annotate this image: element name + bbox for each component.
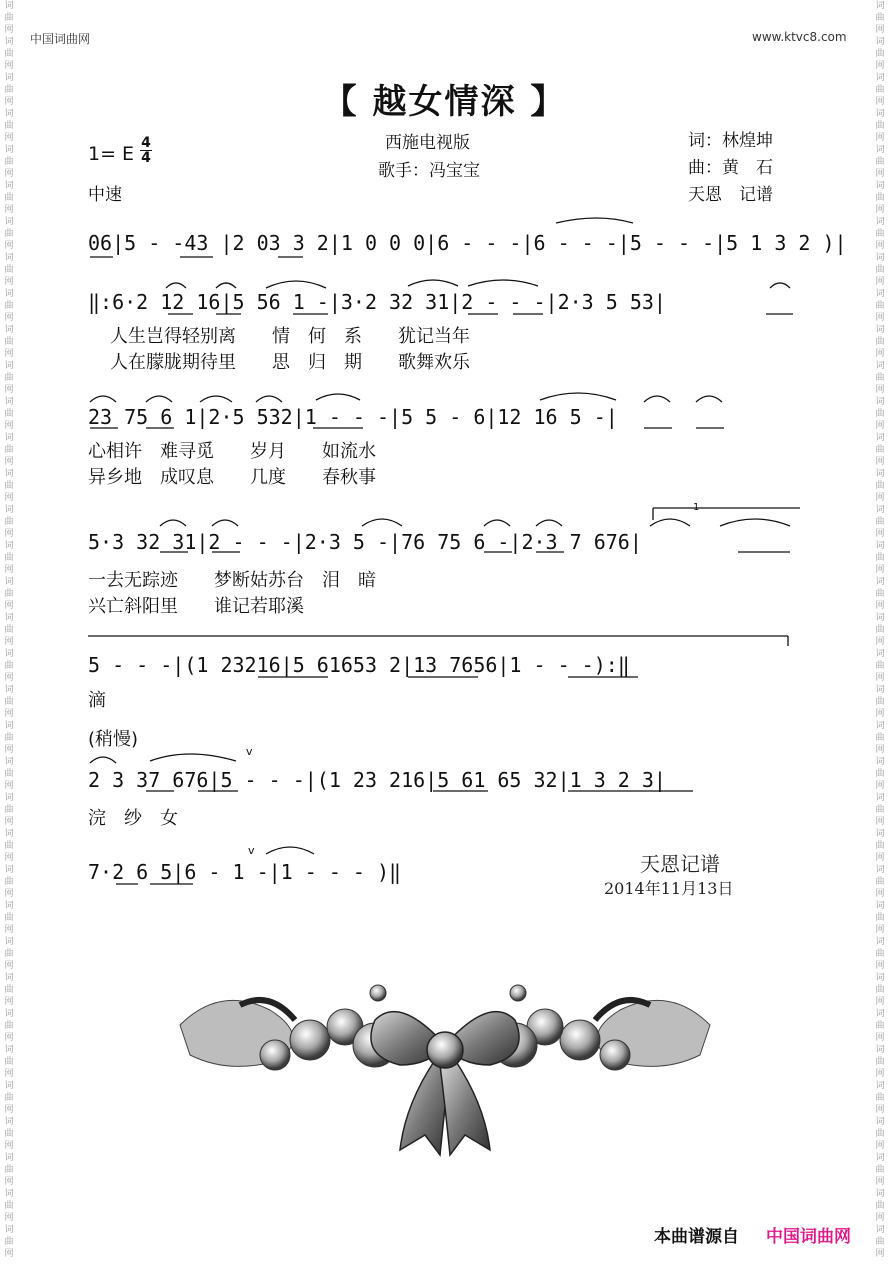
watermark-glyph: 曲: [875, 661, 885, 671]
watermark-glyph: 词: [875, 1045, 885, 1055]
watermark-glyph: 网: [4, 1141, 14, 1151]
song-version: 西施电视版: [385, 133, 470, 153]
watermark-glyph: 词: [4, 1, 14, 11]
watermark-glyph: 曲: [875, 373, 885, 383]
lyric-line-3-verse-2: 异乡地 成叹息 几度 春秋事: [88, 467, 376, 488]
watermark-glyph: 网: [875, 1033, 885, 1043]
watermark-glyph: 曲: [875, 193, 885, 203]
watermark-glyph: 曲: [4, 229, 14, 239]
watermark-glyph: 词: [4, 757, 14, 767]
watermark-glyph: 词: [875, 721, 885, 731]
watermark-glyph: 曲: [875, 265, 885, 275]
bow-ornament-image: [160, 965, 730, 1160]
watermark-glyph: 网: [875, 745, 885, 755]
watermark-glyph: 词: [4, 73, 14, 83]
line-intro-marks: [88, 215, 808, 265]
watermark-glyph: 网: [875, 1249, 885, 1259]
transcriber: 天恩 记谱: [688, 185, 773, 205]
watermark-glyph: 曲: [4, 1093, 14, 1103]
watermark-glyph: 网: [4, 25, 14, 35]
watermark-glyph: 词: [875, 685, 885, 695]
watermark-glyph: 网: [875, 421, 885, 431]
watermark-glyph: 网: [875, 97, 885, 107]
watermark-glyph: 曲: [4, 553, 14, 563]
watermark-glyph: 词: [875, 613, 885, 623]
watermark-glyph: 网: [4, 1249, 14, 1259]
watermark-glyph: 网: [4, 997, 14, 1007]
watermark-glyph: 网: [875, 637, 885, 647]
watermark-glyph: 词: [875, 793, 885, 803]
watermark-glyph: 网: [4, 637, 14, 647]
watermark-glyph: 词: [4, 253, 14, 263]
watermark-glyph: 曲: [4, 373, 14, 383]
watermark-glyph: 词: [4, 37, 14, 47]
watermark-glyph: 词: [875, 325, 885, 335]
watermark-glyph: 词: [4, 1117, 14, 1127]
lyric-line-2-verse-2: 人在朦胧期待里 思 归 期 歌舞欢乐: [110, 352, 470, 373]
watermark-glyph: 曲: [4, 625, 14, 635]
watermark-glyph: 网: [875, 313, 885, 323]
watermark-glyph: 词: [875, 469, 885, 479]
watermark-glyph: 曲: [875, 481, 885, 491]
line-2-marks: [88, 272, 808, 322]
watermark-glyph: 网: [875, 781, 885, 791]
watermark-glyph: 曲: [875, 949, 885, 959]
score-line-7: 7·2 6 5|6 - 1 -|1 - - - )‖: [88, 860, 402, 884]
lyric-line-3-verse-1: 心相许 难寻觅 岁月 如流水: [88, 441, 376, 462]
watermark-glyph: 网: [875, 241, 885, 251]
watermark-glyph: 曲: [875, 877, 885, 887]
watermark-glyph: 网: [4, 925, 14, 935]
watermark-glyph: 曲: [4, 301, 14, 311]
line-7-marks: [88, 838, 488, 893]
watermark-glyph: 词: [875, 937, 885, 947]
watermark-glyph: 曲: [4, 1201, 14, 1211]
watermark-glyph: 曲: [875, 517, 885, 527]
watermark-glyph: 词: [4, 937, 14, 947]
line-3-marks: [88, 386, 808, 436]
watermark-glyph: 词: [875, 757, 885, 767]
watermark-glyph: 曲: [875, 841, 885, 851]
watermark-glyph: 网: [4, 1033, 14, 1043]
watermark-glyph: 词: [4, 469, 14, 479]
watermark-glyph: 词: [4, 829, 14, 839]
watermark-glyph: 曲: [4, 481, 14, 491]
site-name-left: 中国词曲网: [30, 32, 91, 46]
watermark-glyph: 词: [4, 721, 14, 731]
watermark-glyph: 词: [4, 865, 14, 875]
watermark-glyph: 曲: [4, 661, 14, 671]
watermark-glyph: 网: [4, 709, 14, 719]
watermark-glyph: 曲: [875, 301, 885, 311]
watermark-glyph: 网: [875, 1177, 885, 1187]
watermark-glyph: 网: [4, 781, 14, 791]
watermark-glyph: 网: [4, 673, 14, 683]
lyric-line-4-verse-1: 一去无踪迹 梦断姑苏台 泪 暗: [88, 570, 376, 591]
line-5-marks: [88, 640, 808, 690]
watermark-glyph: 曲: [875, 697, 885, 707]
composer: 曲：黄 石: [688, 158, 773, 178]
watermark-glyph: 曲: [4, 1165, 14, 1175]
watermark-glyph: 曲: [875, 553, 885, 563]
watermark-glyph: 网: [875, 61, 885, 71]
watermark-glyph: 曲: [4, 49, 14, 59]
watermark-glyph: 词: [875, 505, 885, 515]
line-4-marks: [88, 500, 808, 560]
watermark-glyph: 曲: [875, 733, 885, 743]
watermark-glyph: 网: [4, 457, 14, 467]
watermark-glyph: 网: [875, 565, 885, 575]
watermark-glyph: 词: [4, 1081, 14, 1091]
watermark-glyph: 网: [4, 61, 14, 71]
watermark-glyph: 网: [4, 853, 14, 863]
watermark-glyph: 曲: [875, 1093, 885, 1103]
footer-source-site[interactable]: 中国词曲网: [766, 1227, 851, 1247]
watermark-glyph: 网: [4, 601, 14, 611]
watermark-glyph: 网: [875, 1213, 885, 1223]
watermark-glyph: 曲: [875, 409, 885, 419]
site-url-right: www.ktvc8.com: [752, 30, 847, 44]
watermark-glyph: 曲: [875, 1237, 885, 1247]
score-line-intro: 06|5 - -43 |2 03 3 2|1 0 0 0|6 - - -|6 - - -|5 - - -|5 1 3 2 )|: [88, 231, 847, 255]
watermark-glyph: 词: [875, 865, 885, 875]
watermark-glyph: 网: [875, 1069, 885, 1079]
watermark-glyph: 词: [4, 505, 14, 515]
watermark-glyph: 网: [4, 817, 14, 827]
watermark-glyph: 词: [875, 1189, 885, 1199]
watermark-glyph: 网: [4, 349, 14, 359]
watermark-glyph: 词: [4, 649, 14, 659]
watermark-glyph: 词: [875, 829, 885, 839]
watermark-glyph: 曲: [4, 85, 14, 95]
watermark-glyph: 网: [4, 277, 14, 287]
watermark-glyph: 词: [4, 181, 14, 191]
watermark-glyph: 网: [4, 889, 14, 899]
watermark-glyph: 词: [875, 649, 885, 659]
watermark-glyph: 网: [4, 421, 14, 431]
watermark-glyph: 网: [4, 1177, 14, 1187]
watermark-glyph: 网: [875, 1105, 885, 1115]
svg-text:v: v: [248, 844, 255, 857]
volta-number: 1: [693, 502, 700, 513]
watermark-glyph: 网: [4, 313, 14, 323]
watermark-glyph: 词: [4, 1009, 14, 1019]
time-signature-bottom: 4: [141, 150, 151, 166]
watermark-glyph: 网: [875, 853, 885, 863]
watermark-glyph: 词: [875, 1009, 885, 1019]
watermark-glyph: 曲: [4, 409, 14, 419]
watermark-glyph: 曲: [4, 697, 14, 707]
watermark-glyph: 词: [875, 397, 885, 407]
singer: 歌手：冯宝宝: [378, 161, 480, 181]
watermark-glyph: 曲: [4, 733, 14, 743]
watermark-glyph: 网: [875, 817, 885, 827]
watermark-glyph: 网: [4, 205, 14, 215]
watermark-glyph: 网: [4, 493, 14, 503]
watermark-glyph: 曲: [875, 985, 885, 995]
time-signature-top: 4: [141, 135, 151, 151]
watermark-glyph: 曲: [4, 121, 14, 131]
watermark-glyph: 网: [4, 961, 14, 971]
watermark-glyph: 网: [4, 97, 14, 107]
watermark-glyph: 网: [4, 169, 14, 179]
watermark-glyph: 网: [875, 1141, 885, 1151]
watermark-glyph: 词: [875, 433, 885, 443]
watermark-glyph: 词: [875, 1, 885, 11]
watermark-glyph: 曲: [4, 1237, 14, 1247]
watermark-glyph: 网: [4, 565, 14, 575]
watermark-glyph: 词: [875, 577, 885, 587]
watermark-glyph: 曲: [4, 265, 14, 275]
watermark-glyph: 曲: [875, 121, 885, 131]
watermark-glyph: 曲: [875, 1021, 885, 1031]
watermark-glyph: 词: [4, 217, 14, 227]
watermark-glyph: 网: [4, 1069, 14, 1079]
watermark-glyph: 网: [875, 277, 885, 287]
watermark-glyph: 曲: [875, 1165, 885, 1175]
watermark-glyph: 曲: [4, 13, 14, 23]
watermark-glyph: 曲: [875, 1057, 885, 1067]
watermark-glyph: 词: [4, 397, 14, 407]
watermark-glyph: 曲: [875, 625, 885, 635]
watermark-glyph: 网: [4, 745, 14, 755]
score-line-6: 2 3 37 676|5 - - -|(1 23 216|5 61 65 32|1 3 2 3|: [88, 768, 666, 792]
signature-date: 2014年11月13日: [604, 879, 734, 898]
watermark-glyph: 词: [875, 361, 885, 371]
watermark-glyph: 词: [875, 973, 885, 983]
lyric-line-2-verse-1: 人生岂得轻别离 情 何 系 犹记当年: [110, 326, 470, 347]
lyricist: 词：林煌坤: [688, 131, 773, 151]
score-line-4: 5·3 32 31|2 - - -|2·3 5 -|76 75 6 -|2·3 7 676|: [88, 530, 642, 554]
svg-text:v: v: [246, 745, 253, 758]
watermark-glyph: 曲: [4, 1021, 14, 1031]
right-watermark-column: [873, 0, 887, 1270]
watermark-glyph: 网: [4, 133, 14, 143]
watermark-glyph: 网: [875, 493, 885, 503]
watermark-glyph: 曲: [4, 805, 14, 815]
watermark-glyph: 词: [875, 1081, 885, 1091]
watermark-glyph: 网: [875, 961, 885, 971]
lyric-line-5: 滴: [88, 690, 106, 711]
watermark-glyph: 曲: [875, 445, 885, 455]
watermark-glyph: 曲: [4, 1129, 14, 1139]
watermark-glyph: 网: [875, 925, 885, 935]
watermark-glyph: 曲: [4, 517, 14, 527]
watermark-glyph: 网: [875, 709, 885, 719]
watermark-glyph: 曲: [875, 229, 885, 239]
watermark-glyph: 词: [4, 109, 14, 119]
watermark-glyph: 词: [875, 1153, 885, 1163]
watermark-glyph: 网: [4, 1105, 14, 1115]
watermark-glyph: 曲: [4, 589, 14, 599]
watermark-glyph: 曲: [4, 193, 14, 203]
watermark-glyph: 词: [4, 1189, 14, 1199]
watermark-glyph: 词: [875, 37, 885, 47]
key-signature: 1= E: [88, 143, 135, 165]
watermark-glyph: 词: [4, 577, 14, 587]
watermark-glyph: 词: [875, 901, 885, 911]
watermark-glyph: 网: [875, 889, 885, 899]
watermark-glyph: 曲: [875, 157, 885, 167]
watermark-glyph: 词: [4, 685, 14, 695]
watermark-glyph: 曲: [4, 913, 14, 923]
watermark-glyph: 曲: [4, 877, 14, 887]
watermark-glyph: 曲: [875, 13, 885, 23]
watermark-glyph: 网: [4, 1213, 14, 1223]
watermark-glyph: 网: [4, 529, 14, 539]
watermark-glyph: 网: [875, 205, 885, 215]
watermark-glyph: 曲: [875, 1201, 885, 1211]
watermark-glyph: 词: [4, 289, 14, 299]
watermark-glyph: 曲: [4, 445, 14, 455]
tempo: 中速: [88, 185, 122, 205]
watermark-glyph: 曲: [875, 1129, 885, 1139]
watermark-glyph: 词: [875, 109, 885, 119]
watermark-glyph: 网: [875, 169, 885, 179]
watermark-glyph: 曲: [875, 769, 885, 779]
watermark-glyph: 词: [875, 73, 885, 83]
watermark-glyph: 词: [875, 145, 885, 155]
watermark-glyph: 词: [875, 541, 885, 551]
signature-name: 天恩记谱: [640, 852, 720, 876]
watermark-glyph: 网: [875, 349, 885, 359]
watermark-glyph: 词: [875, 217, 885, 227]
watermark-glyph: 词: [875, 289, 885, 299]
watermark-glyph: 词: [4, 1225, 14, 1235]
lyric-line-4-verse-2: 兴亡斜阳里 谁记若耶溪: [88, 596, 304, 617]
watermark-glyph: 网: [875, 997, 885, 1007]
watermark-glyph: 词: [875, 1225, 885, 1235]
watermark-glyph: 曲: [875, 589, 885, 599]
watermark-glyph: 曲: [875, 913, 885, 923]
watermark-glyph: 词: [4, 973, 14, 983]
watermark-glyph: 网: [875, 601, 885, 611]
score-line-5: 5 - - -|(1 23216|5 61653 2|13 7656|1 - - -):‖: [88, 653, 630, 677]
line-6-marks: [88, 745, 808, 800]
watermark-glyph: 曲: [4, 337, 14, 347]
watermark-glyph: 曲: [4, 841, 14, 851]
footer-source-label: 本曲谱源自: [654, 1227, 739, 1247]
watermark-glyph: 网: [875, 133, 885, 143]
watermark-glyph: 词: [4, 793, 14, 803]
song-title: 【 越女情深 】: [322, 82, 567, 122]
watermark-glyph: 曲: [875, 805, 885, 815]
watermark-glyph: 词: [4, 433, 14, 443]
watermark-glyph: 词: [4, 325, 14, 335]
lyric-line-6: 浣 纱 女: [88, 808, 178, 829]
watermark-glyph: 曲: [4, 157, 14, 167]
watermark-glyph: 网: [875, 529, 885, 539]
time-signature: [140, 136, 152, 165]
watermark-glyph: 曲: [4, 769, 14, 779]
watermark-glyph: 网: [4, 241, 14, 251]
watermark-glyph: 网: [4, 385, 14, 395]
watermark-glyph: 词: [4, 145, 14, 155]
watermark-glyph: 曲: [4, 949, 14, 959]
watermark-glyph: 词: [4, 613, 14, 623]
watermark-glyph: 词: [4, 361, 14, 371]
watermark-glyph: 网: [875, 457, 885, 467]
watermark-glyph: 曲: [875, 49, 885, 59]
tempo-mark-slower: (稍慢): [88, 729, 139, 750]
watermark-glyph: 词: [4, 541, 14, 551]
left-watermark-column: [2, 0, 16, 1270]
watermark-glyph: 网: [875, 25, 885, 35]
watermark-glyph: 词: [4, 901, 14, 911]
watermark-glyph: 曲: [4, 985, 14, 995]
watermark-glyph: 曲: [875, 85, 885, 95]
watermark-glyph: 词: [875, 253, 885, 263]
watermark-glyph: 词: [875, 181, 885, 191]
watermark-glyph: 词: [4, 1153, 14, 1163]
watermark-glyph: 网: [875, 673, 885, 683]
watermark-glyph: 词: [875, 1117, 885, 1127]
watermark-glyph: 曲: [4, 1057, 14, 1067]
score-line-2: ‖:6·2 12 16|5 56 1 -|3·2 32 31|2 - - -|2·3 5 53|: [88, 290, 666, 314]
score-line-3: 23 75 6 1|2·5 532|1 - - -|5 5 - 6|12 16 5 -|: [88, 405, 618, 429]
watermark-glyph: 网: [875, 385, 885, 395]
watermark-glyph: 曲: [875, 337, 885, 347]
watermark-glyph: 词: [4, 1045, 14, 1055]
